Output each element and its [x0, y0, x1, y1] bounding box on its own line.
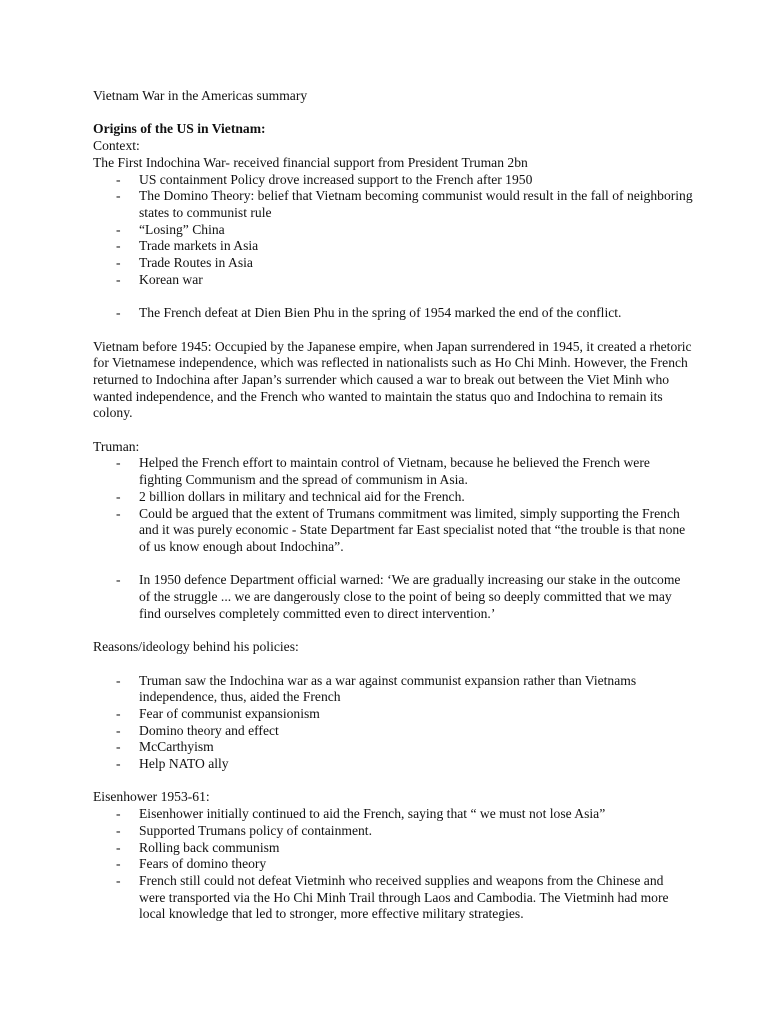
- reasons-list: [93, 673, 693, 773]
- eisenhower-list: [93, 806, 693, 923]
- list-item: - 2 billion dollars in military and technical aid for the French.: [93, 489, 693, 506]
- list-item: - Trade markets in Asia: [93, 238, 693, 255]
- list-item: - Help NATO ally: [93, 756, 693, 773]
- list-item: - French still could not defeat Vietminh who received supplies and weapons from the Chinese and were transported via the Ho Chi Minh Trail through Laos and Cambodia. The Vietminh had more local knowledge that led to stronger, more effective military strategies.: [93, 873, 693, 923]
- list-item: - McCarthyism: [93, 739, 693, 756]
- origins-list: [93, 172, 693, 289]
- reasons-label: Reasons/ideology behind his policies:: [93, 639, 299, 655]
- document-page: [93, 88, 693, 923]
- list-item: - The Domino Theory: belief that Vietnam becoming communist would result in the fall of neighboring states to communist rule: [93, 188, 693, 221]
- list-item: - Domino theory and effect: [93, 723, 693, 740]
- before-1945-paragraph: Vietnam before 1945: Occupied by the Japanese empire, when Japan surrendered in 1945, it created a rhetoric for Vietnamese independence, which was reflected in nationalists such as Ho Chi Minh. However, the French returned to Indochina after Japan’s surrender which caused a war to break out between the Viet Minh who wanted independence, and the French who wanted to maintain the status quo and Indochina to remain its colony.: [93, 338, 692, 421]
- spacer: [93, 105, 693, 122]
- document-title: Vietnam War in the Americas summary: [93, 88, 308, 103]
- origins-heading: Origins of the US in Vietnam:: [93, 121, 266, 137]
- list-item: - Helped the French effort to maintain control of Vietnam, because he believed the French were fighting Communism and the spread of communism in Asia.: [93, 455, 693, 488]
- list-item: - Rolling back communism: [93, 840, 693, 857]
- dien-bien-phu-list: [93, 305, 693, 322]
- spacer: [93, 422, 693, 439]
- spacer: [93, 656, 693, 673]
- list-item: - Supported Trumans policy of containment.: [93, 823, 693, 840]
- spacer: [93, 288, 693, 305]
- spacer: [93, 322, 693, 339]
- list-item: - Korean war: [93, 272, 693, 289]
- first-war-line: The First Indochina War- received financial support from President Truman 2bn: [93, 154, 528, 170]
- truman-quote-list: [93, 572, 693, 622]
- list-item: - The French defeat at Dien Bien Phu in the spring of 1954 marked the end of the conflict.: [93, 305, 693, 322]
- truman-list: [93, 455, 693, 555]
- list-item: - Could be argued that the extent of Trumans commitment was limited, simply supporting the French and it was purely economic - State Department far East specialist noted that “the trouble is that none of us know enough about Indochina”.: [93, 506, 693, 556]
- eisenhower-label: Eisenhower 1953-61:: [93, 789, 210, 805]
- truman-label: Truman:: [93, 438, 140, 454]
- list-item: - US containment Policy drove increased support to the French after 1950: [93, 172, 693, 189]
- list-item: - Truman saw the Indochina war as a war against communist expansion rather than Vietnams independence, thus, aided the French: [93, 673, 693, 706]
- spacer: [93, 556, 693, 573]
- spacer: [93, 622, 693, 639]
- list-item: - In 1950 defence Department official warned: ‘We are gradually increasing our stake in the outcome of the struggle ... we are dangerously close to the point of being so deeply committed that we may find ourselves completely committed even to direct intervention.’: [93, 572, 693, 622]
- context-label: Context:: [93, 138, 140, 154]
- spacer: [93, 773, 693, 790]
- list-item: - “Losing” China: [93, 222, 693, 239]
- list-item: - Fears of domino theory: [93, 856, 693, 873]
- list-item: - Eisenhower initially continued to aid the French, saying that “ we must not lose Asia”: [93, 806, 693, 823]
- list-item: - Trade Routes in Asia: [93, 255, 693, 272]
- list-item: - Fear of communist expansionism: [93, 706, 693, 723]
